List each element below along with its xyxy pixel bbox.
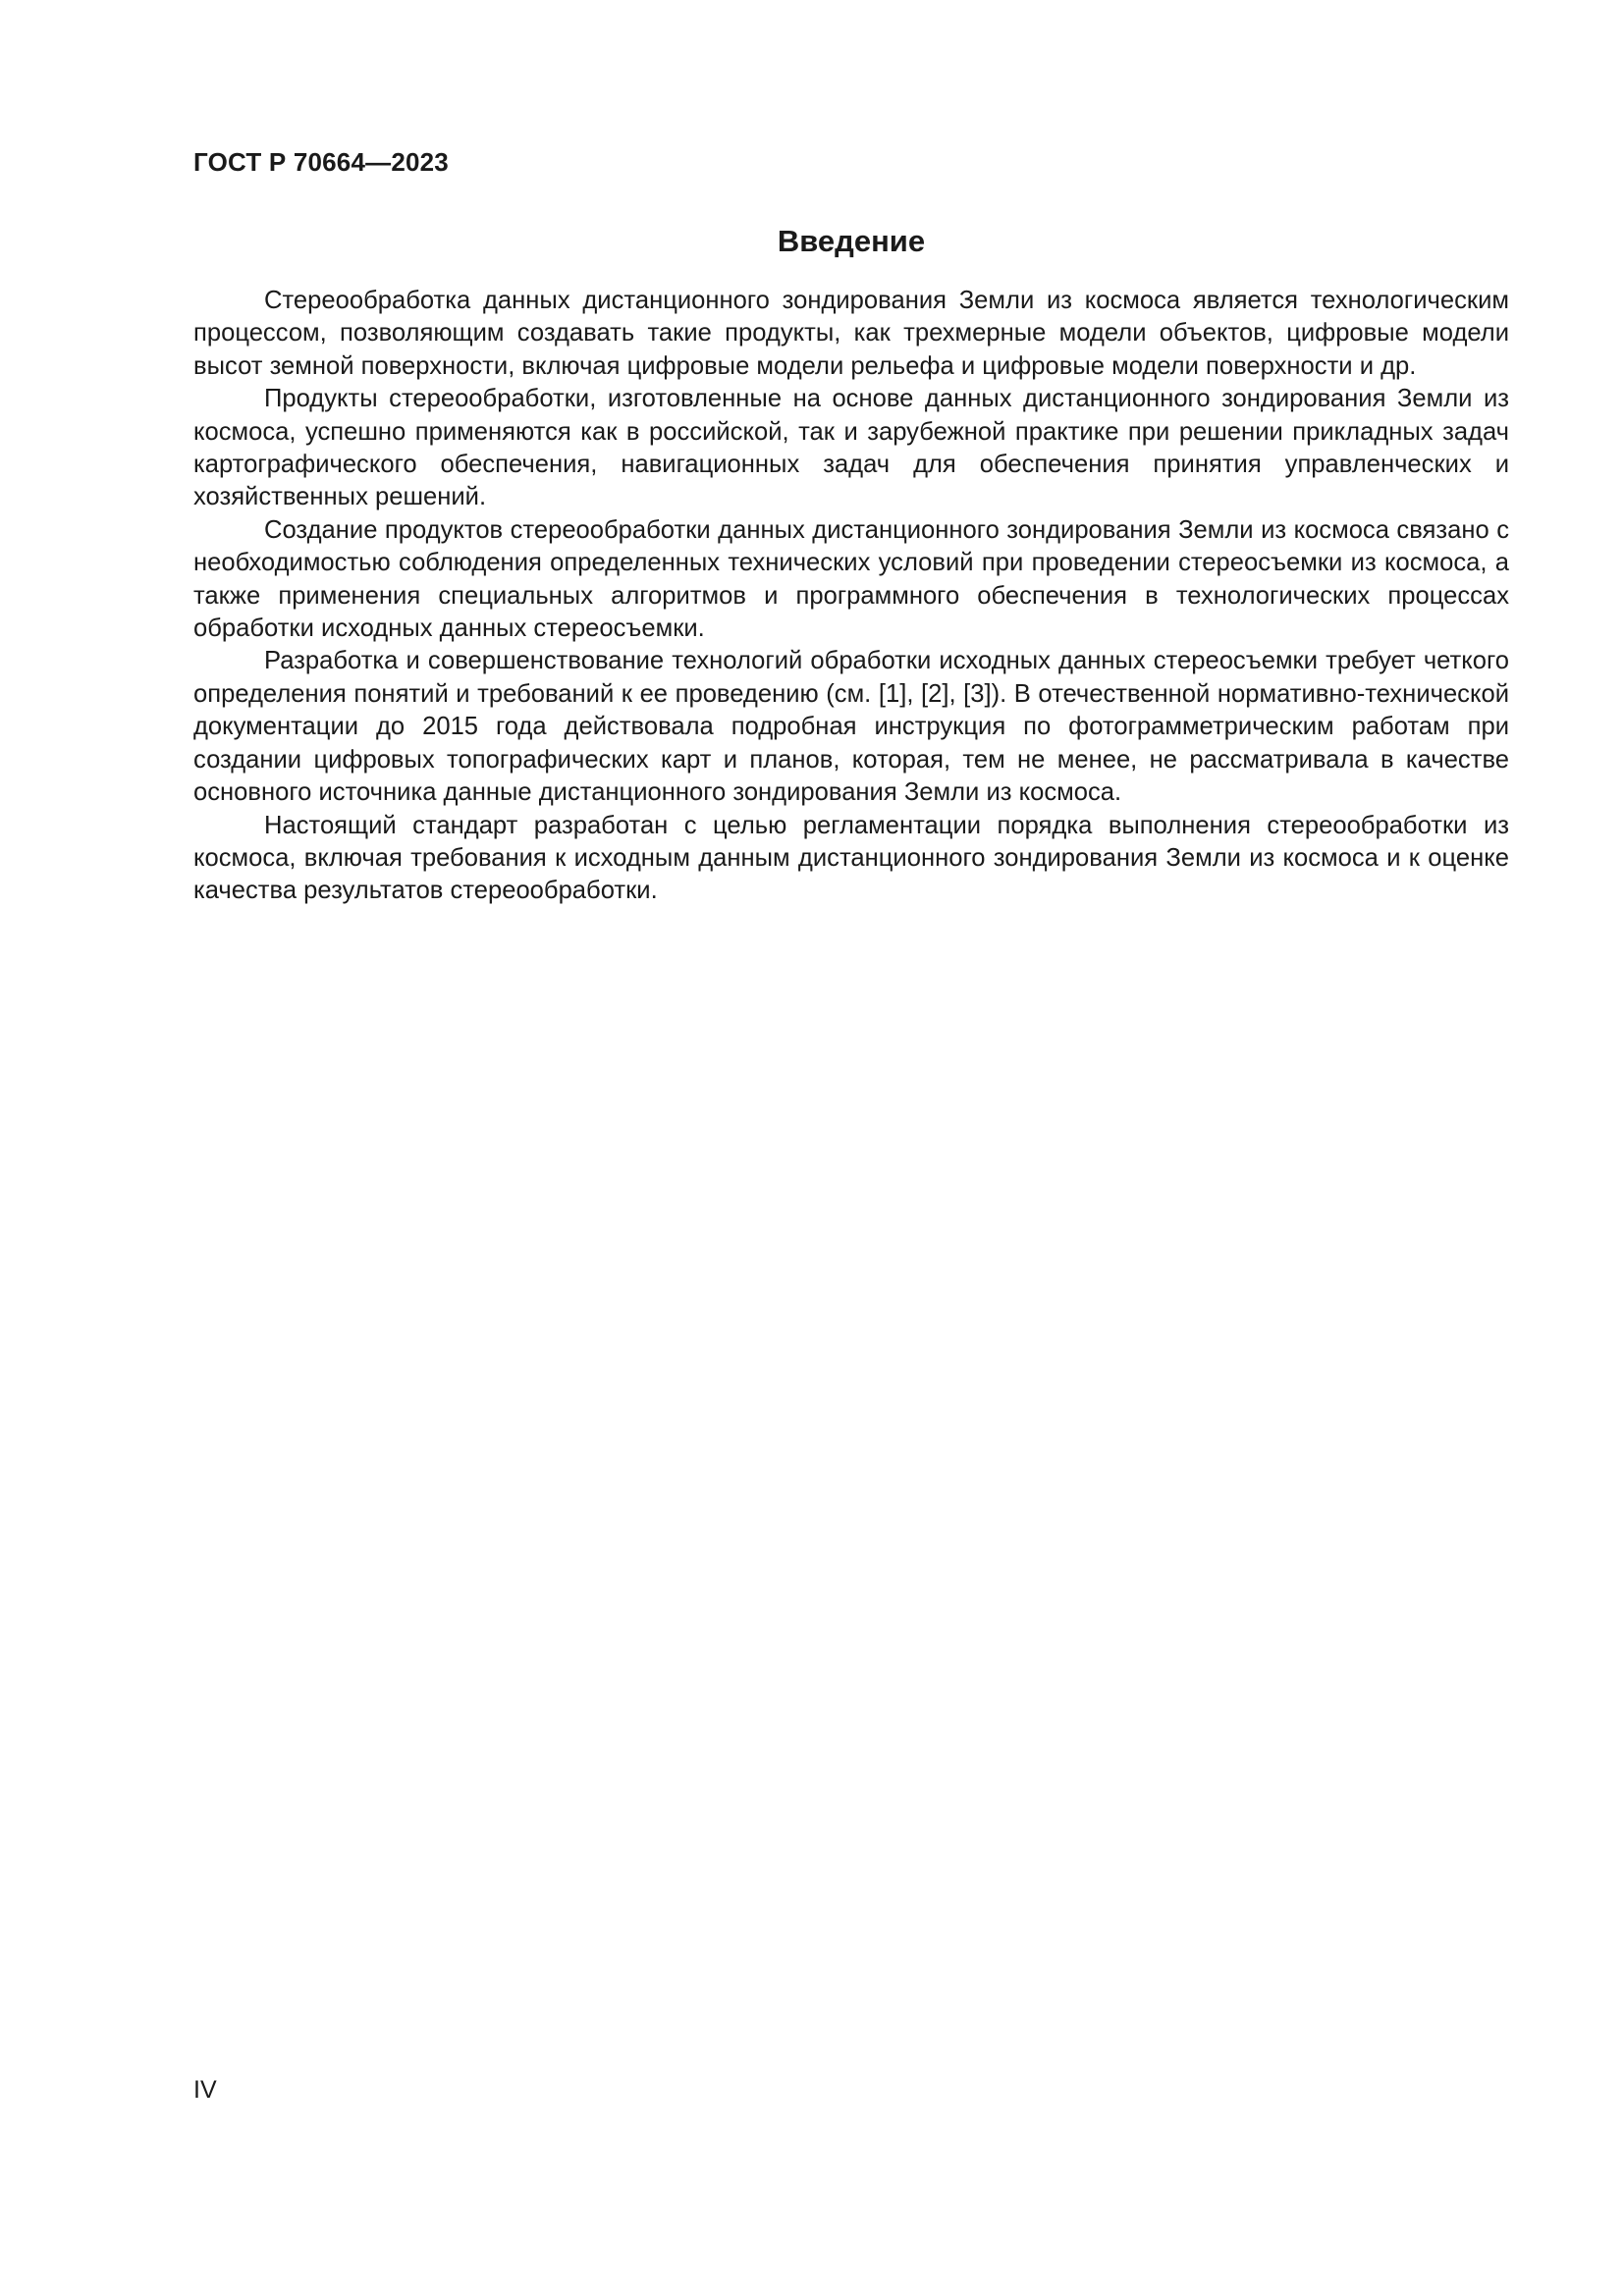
page-number: IV	[193, 2076, 217, 2104]
body-text	[193, 285, 1509, 908]
document-code: ГОСТ Р 70664—2023	[193, 147, 449, 177]
paragraph-2: Продукты стереообработки, изготовленные на основе данных дистанционного зондирования Земли из космоса, успешно применяются как в российской, так и зарубежной практике при решении прикладных задач картографического обеспечения, навигационных задач для обеспечения принятия управленческих и хозяйственных решений.	[193, 385, 1509, 511]
paragraph-1: Стереообработка данных дистанционного зондирования Земли из космоса является технологическим процессом, позволяющим создавать такие продукты, как трехмерные модели объектов, цифровые модели высот земной поверхности, включая цифровые модели рельефа и цифровые модели поверхности и др.	[193, 287, 1509, 380]
paragraph-5: Настоящий стандарт разработан с целью регламентации порядка выполнения стереообработки из космоса, включая требования к исходным данным дистанционного зондирования Земли из космоса и к оценке качества результатов стереообработки.	[193, 811, 1509, 905]
paragraph-4: Разработка и совершенствование технологий обработки исходных данных стереосъемки требует четкого определения понятий и требований к ее проведению (см. [1], [2], [3]). В отечественной нормативно-технической документации до 2015 года действовала подробная инструкция по фотограмметрическим работам при создании цифровых топографических карт и планов, которая, тем не менее, не рассматривала в качестве основного источника данные дистанционного зондирования Земли из космоса.	[193, 647, 1509, 807]
paragraph-3: Создание продуктов стереообработки данных дистанционного зондирования Земли из космоса связано с необходимостью соблюдения определенных технических условий при проведении стереосъемки из космоса, а также применения специальных алгоритмов и программного обеспечения в технологических процессах обработки исходных данных стереосъемки.	[193, 515, 1509, 643]
section-title: Введение	[777, 224, 926, 258]
